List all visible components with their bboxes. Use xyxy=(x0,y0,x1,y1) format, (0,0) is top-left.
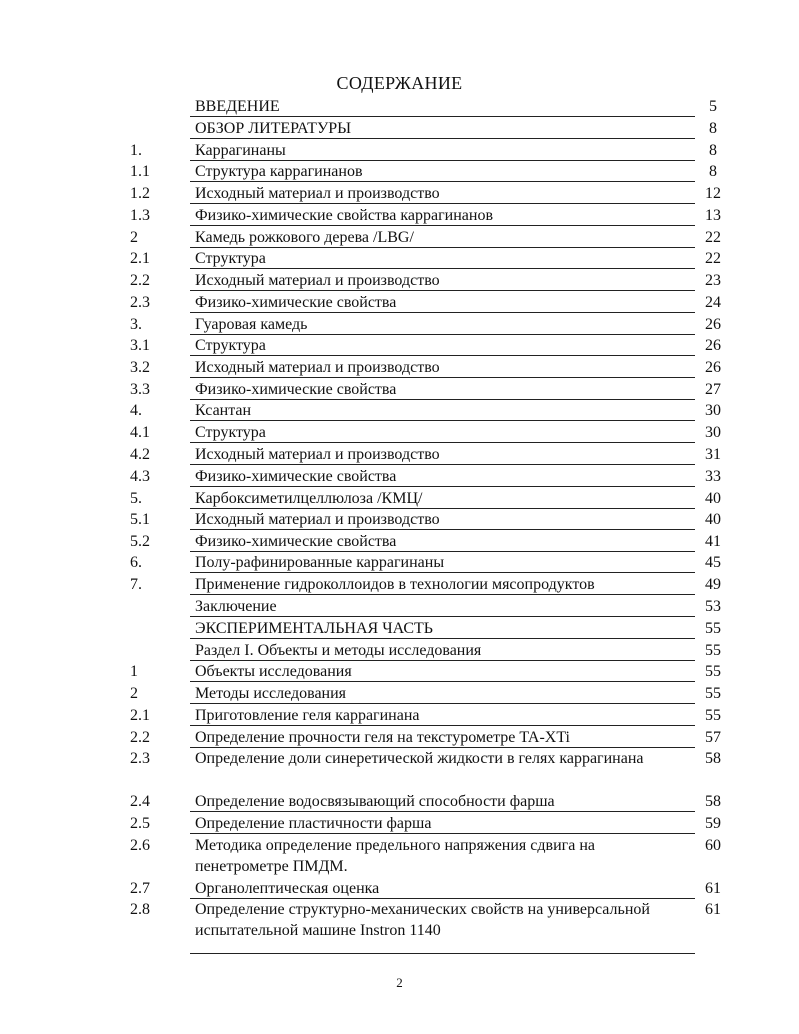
toc-underline xyxy=(190,225,695,226)
toc-entry-page: 27 xyxy=(705,381,721,398)
toc-entry-title: Структура xyxy=(195,337,266,354)
toc-entry-number: 5. xyxy=(130,490,142,507)
toc-entry-number: 7. xyxy=(130,576,142,593)
toc-underline xyxy=(190,442,695,443)
toc-entry-page: 41 xyxy=(705,533,721,550)
toc-entry-number: 4.3 xyxy=(130,468,150,485)
toc-entry-page: 5 xyxy=(709,98,717,115)
toc-underline xyxy=(190,138,695,139)
toc-entry-number: 2.3 xyxy=(130,750,150,767)
toc-entry-title: Определение прочности геля на текстурометре TA-XTi xyxy=(195,729,570,746)
toc-entry-title: Физико-химические свойства xyxy=(195,533,397,550)
toc-underline xyxy=(190,725,695,726)
toc-entry-page: 58 xyxy=(705,750,721,767)
toc-entry-title: Структура xyxy=(195,424,266,441)
toc-underline xyxy=(190,116,695,117)
toc-underline xyxy=(190,703,695,704)
toc-entry-number: 3.2 xyxy=(130,359,150,376)
toc-entry-number: 3.3 xyxy=(130,381,150,398)
toc-entry-page: 13 xyxy=(705,207,721,224)
toc-entry-page: 31 xyxy=(705,446,721,463)
toc-entry-page: 12 xyxy=(705,185,721,202)
toc-entry-number: 4.1 xyxy=(130,424,150,441)
toc-entry-title: Гуаровая камедь xyxy=(195,316,308,333)
toc-entry-page: 49 xyxy=(705,576,721,593)
toc-entry-page: 8 xyxy=(709,120,717,137)
toc-entry-number: 1. xyxy=(130,142,142,159)
toc-entry-number: 2.5 xyxy=(130,815,150,832)
toc-entry-title: Физико-химические свойства xyxy=(195,381,397,398)
toc-underline xyxy=(190,377,695,378)
toc-entry-page: 60 xyxy=(705,837,721,854)
toc-entry-number: 2.8 xyxy=(130,901,150,918)
toc-entry-page: 22 xyxy=(705,250,721,267)
toc-entry-title: Полу-рафинированные каррагинаны xyxy=(195,554,445,571)
toc-entry-title: Структура xyxy=(195,250,266,267)
toc-entry-title: Определение пластичности фарша xyxy=(195,815,432,832)
toc-underline xyxy=(190,420,695,421)
toc-entry-title: Исходный материал и производство xyxy=(195,359,440,376)
toc-underline xyxy=(190,181,695,182)
toc-entry-title: Заключение xyxy=(195,598,277,615)
toc-entry-title: Физико-химические свойства xyxy=(195,294,397,311)
toc-entry-page: 40 xyxy=(705,490,721,507)
toc-entry-page: 26 xyxy=(705,316,721,333)
toc-entry-title: Структура каррагинанов xyxy=(195,163,363,180)
toc-entry-page: 53 xyxy=(705,598,721,615)
toc-entry-title: Приготовление геля каррагинана xyxy=(195,707,420,724)
toc-entry-page: 33 xyxy=(705,468,721,485)
toc-entry-page: 45 xyxy=(705,554,721,571)
toc-underline xyxy=(190,486,695,487)
toc-entry-title: Раздел I. Объекты и методы исследования xyxy=(195,642,482,659)
toc-entry-number: 1.2 xyxy=(130,185,150,202)
toc-entry-title: Определение структурно-механических свойств на универсальной испытательной машине Instron 1140 xyxy=(195,901,650,939)
toc-underline xyxy=(190,203,695,204)
toc-entry-title: Исходный материал и производство xyxy=(195,446,440,463)
toc-underline xyxy=(190,290,695,291)
toc-entry-number: 1.3 xyxy=(130,207,150,224)
toc-entry-page: 57 xyxy=(705,729,721,746)
toc-entry-number: 2 xyxy=(130,229,138,246)
toc-entry-page: 55 xyxy=(705,707,721,724)
toc-entry-number: 4.2 xyxy=(130,446,150,463)
page-number: 2 xyxy=(396,975,403,990)
toc-entry-title: Физико-химические свойства xyxy=(195,468,397,485)
toc-entry-title: ВВЕДЕНИЕ xyxy=(195,98,280,115)
toc-entry-number: 2 xyxy=(130,685,138,702)
toc-entry-title: Определение водосвязывающий способности фарша xyxy=(195,793,555,810)
toc-entry-title: Методика определение предельного напряжения сдвига на пенетрометре ПМДМ. xyxy=(195,837,595,875)
toc-underline xyxy=(190,638,695,639)
toc-entry-number: 2.6 xyxy=(130,837,150,854)
toc-entry-title: Камедь рожкового дерева /LBG/ xyxy=(195,229,414,246)
toc-entry-number: 2.3 xyxy=(130,294,150,311)
toc-entry-number: 1 xyxy=(130,663,138,680)
toc-entry-page: 8 xyxy=(709,142,717,159)
toc-entry-title: Объекты исследования xyxy=(195,663,352,680)
toc-entry-page: 23 xyxy=(705,272,721,289)
toc-underline xyxy=(190,355,695,356)
toc-entry-title: Органолептическая оценка xyxy=(195,880,380,897)
toc-entry-title: Исходный материал и производство xyxy=(195,511,440,528)
toc-entry-page: 55 xyxy=(705,642,721,659)
toc-entry-number: 2.7 xyxy=(130,880,150,897)
toc-entry-title: Физико-химические свойства каррагинанов xyxy=(195,207,493,224)
toc-underline xyxy=(190,312,695,313)
toc-entry-title: Определение доли синеретической жидкости в гелях каррагинана xyxy=(195,750,644,767)
toc-underline xyxy=(190,268,695,269)
toc-underline xyxy=(190,833,695,834)
toc-entry-page: 24 xyxy=(705,294,721,311)
page-title: СОДЕРЖАНИЕ xyxy=(336,73,463,93)
toc-entry-number: 2.2 xyxy=(130,729,150,746)
toc-entry-page: 61 xyxy=(705,880,721,897)
divider xyxy=(190,953,695,954)
toc-entry-page: 55 xyxy=(705,685,721,702)
toc-entry-page: 40 xyxy=(705,511,721,528)
toc-entry-number: 4. xyxy=(130,402,142,419)
toc-entry-page: 22 xyxy=(705,229,721,246)
toc-entry-number: 3.1 xyxy=(130,337,150,354)
toc-entry-page: 55 xyxy=(705,663,721,680)
toc-entry-title: Применение гидроколлоидов в технологии мясопродуктов xyxy=(195,576,595,593)
toc-underline xyxy=(190,681,695,682)
toc-underline xyxy=(190,529,695,530)
toc-entry-number: 5.1 xyxy=(130,511,150,528)
toc-entry-page: 26 xyxy=(705,359,721,376)
toc-underline xyxy=(190,594,695,595)
toc-entry-number: 6. xyxy=(130,554,142,571)
toc-entry-number: 5.2 xyxy=(130,533,150,550)
toc-entry-page: 30 xyxy=(705,424,721,441)
toc-underline xyxy=(190,811,695,812)
toc-entry-page: 30 xyxy=(705,402,721,419)
toc-underline xyxy=(190,572,695,573)
toc-entry-title: Карбоксиметилцеллюлоза /КМЦ/ xyxy=(195,490,423,507)
toc-entry-title: Исходный материал и производство xyxy=(195,185,440,202)
toc-entry-number: 2.4 xyxy=(130,793,150,810)
toc-entry-title: Методы исследования xyxy=(195,685,347,702)
toc-entry-page: 8 xyxy=(709,163,717,180)
toc-underline xyxy=(190,616,695,617)
toc-underline xyxy=(190,464,695,465)
toc-entry-title: Ксантан xyxy=(195,402,252,419)
toc-entry-title: ЭКСПЕРИМЕНТАЛЬНАЯ ЧАСТЬ xyxy=(195,620,433,637)
toc-entry-page: 26 xyxy=(705,337,721,354)
toc-entry-number: 3. xyxy=(130,316,142,333)
toc-entry-number: 2.1 xyxy=(130,250,150,267)
toc-entry-title: ОБЗОР ЛИТЕРАТУРЫ xyxy=(195,120,352,137)
toc-entry-title: Исходный материал и производство xyxy=(195,272,440,289)
toc-entry-page: 55 xyxy=(705,620,721,637)
toc-entry-number: 2.2 xyxy=(130,272,150,289)
toc-entry-page: 58 xyxy=(705,793,721,810)
toc-entry-number: 1.1 xyxy=(130,163,150,180)
toc-entry-number: 2.1 xyxy=(130,707,150,724)
toc-entry-title: Каррагинаны xyxy=(195,142,286,159)
toc-entry-page: 59 xyxy=(705,815,721,832)
toc-entry-page: 61 xyxy=(705,901,721,918)
